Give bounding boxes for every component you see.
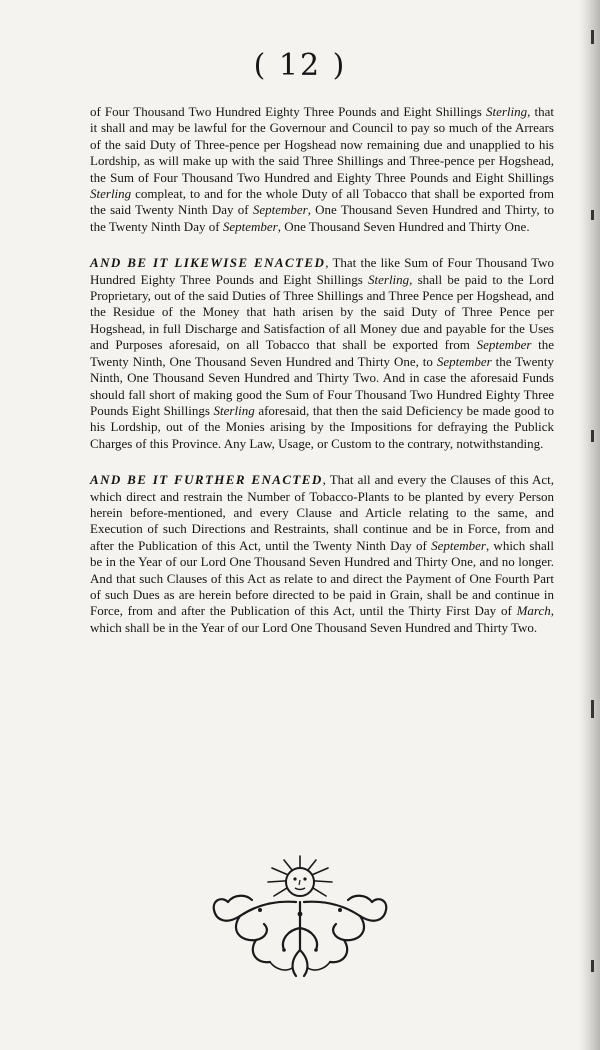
paragraph-continuation [90, 104, 554, 235]
enacting-clause: AND BE IT FURTHER ENACTED [90, 472, 323, 488]
enacting-clause: AND BE IT LIKEWISE ENACTED [90, 255, 326, 271]
edge-mark [591, 210, 594, 220]
text-run: , One Thousand Seven Hundred and Thirty One. [277, 218, 530, 234]
edge-mark [591, 30, 594, 44]
act-body-text [90, 104, 554, 656]
italic-text-run: September [436, 353, 492, 369]
text-run: the Twenty Ninth, One Thousand Seven Hundred and Thirty One, to [90, 337, 554, 369]
text-run: the Twenty Ninth, One Thousand Seven Hundred and Thirty Two. And in case the aforesaid Funds should fall short of making good the Sum of Four Thousand Two Hundred Eighty Three Pounds Eight Shillings [90, 353, 555, 418]
paragraph-likewise-enacted [90, 255, 554, 452]
text-run: , which shall be in the Year of our Lord One Thousand Seven Hundred and Thirty Two. [90, 603, 554, 635]
text-run: , That all and every the Clauses of this Act, which direct and restrain the Number of Tobacco-Plants to be planted by every Person herein before-mentioned, and every Clause and Article relating to the same, and Execution of such Directions and Restraints, shall continue and be in Force, from and after the Publication of this Act, until the Twenty Ninth Day of [90, 472, 554, 553]
italic-text-run: Sterling [213, 402, 255, 418]
edge-mark [591, 430, 594, 442]
italic-text-run: March [516, 603, 551, 619]
text-run: of Four Thousand Two Hundred Eighty Three Pounds and Eight Shillings [90, 104, 486, 119]
italic-text-run: September [476, 337, 532, 353]
page-number: ( 12 ) [253, 48, 347, 83]
paragraph-further-enacted [90, 472, 554, 636]
edge-mark [591, 960, 594, 972]
text-run: , shall be paid to the Lord Proprietary, out of the said Duties of Three Shillings and Three Pence per Hogshead, and the Residue of the Money that hath arisen by the said Duty of Three Pence per Hogshead, in full Discharge and Satisfaction of all Money due and payable for the Uses and Purposes aforesaid, on all Tobacco that shall be exported from [90, 271, 555, 353]
text-run: compleat, to and for the whole Duty of all Tobacco that shall be exported from the said Twenty Ninth Day of [90, 186, 554, 218]
sun-face-ornament-icon [200, 850, 400, 980]
italic-text-run: September [431, 537, 486, 553]
italic-text-run: Sterling [368, 271, 410, 287]
text-run: , that it shall and may be lawful for the Governour and Council to pay so much of the Arrears of the said Duty of Three-pence per Hogshead now remaining due and unapplied to his Lordship, as will make up with the said Three Shillings and Three-pence per Hogshead, the Sum of Four Thousand Two Hundred and Eighty Three Pounds and Eight Shillings [90, 104, 555, 185]
text-run: , which shall be in the Year of our Lord One Thousand Seven Hundred and Thirty One, and no longer. And that such Clauses of this Act as relate to and direct the Payment of One Fourth Part of such Dues as are herein before directed to be paid in Grain, shall be and continue in Force, from and after the Publication of this Act, until the Thirty First Day of [90, 537, 554, 619]
italic-text-run: September [222, 218, 278, 234]
italic-text-run: September [252, 202, 308, 218]
text-run: , That the like Sum of Four Thousand Two Hundred Eighty Three Pounds and Eight Shillings [90, 255, 554, 287]
italic-text-run: Sterling [90, 186, 132, 202]
text-run: aforesaid, that then the said Deficiency be made good to his Lordship, out of the Monies arising by the Impositions for defraying the Publick Charges of this Province. Any Law, Usage, or Custom to the contrary, notwithstanding. [90, 402, 554, 451]
edge-mark [591, 700, 594, 718]
italic-text-run: Sterling [485, 104, 528, 119]
sun-face [286, 868, 314, 896]
page-edge-shadow [578, 0, 600, 1050]
text-run: , One Thousand Seven Hundred and Thirty, to the Twenty Ninth Day of [90, 202, 554, 234]
